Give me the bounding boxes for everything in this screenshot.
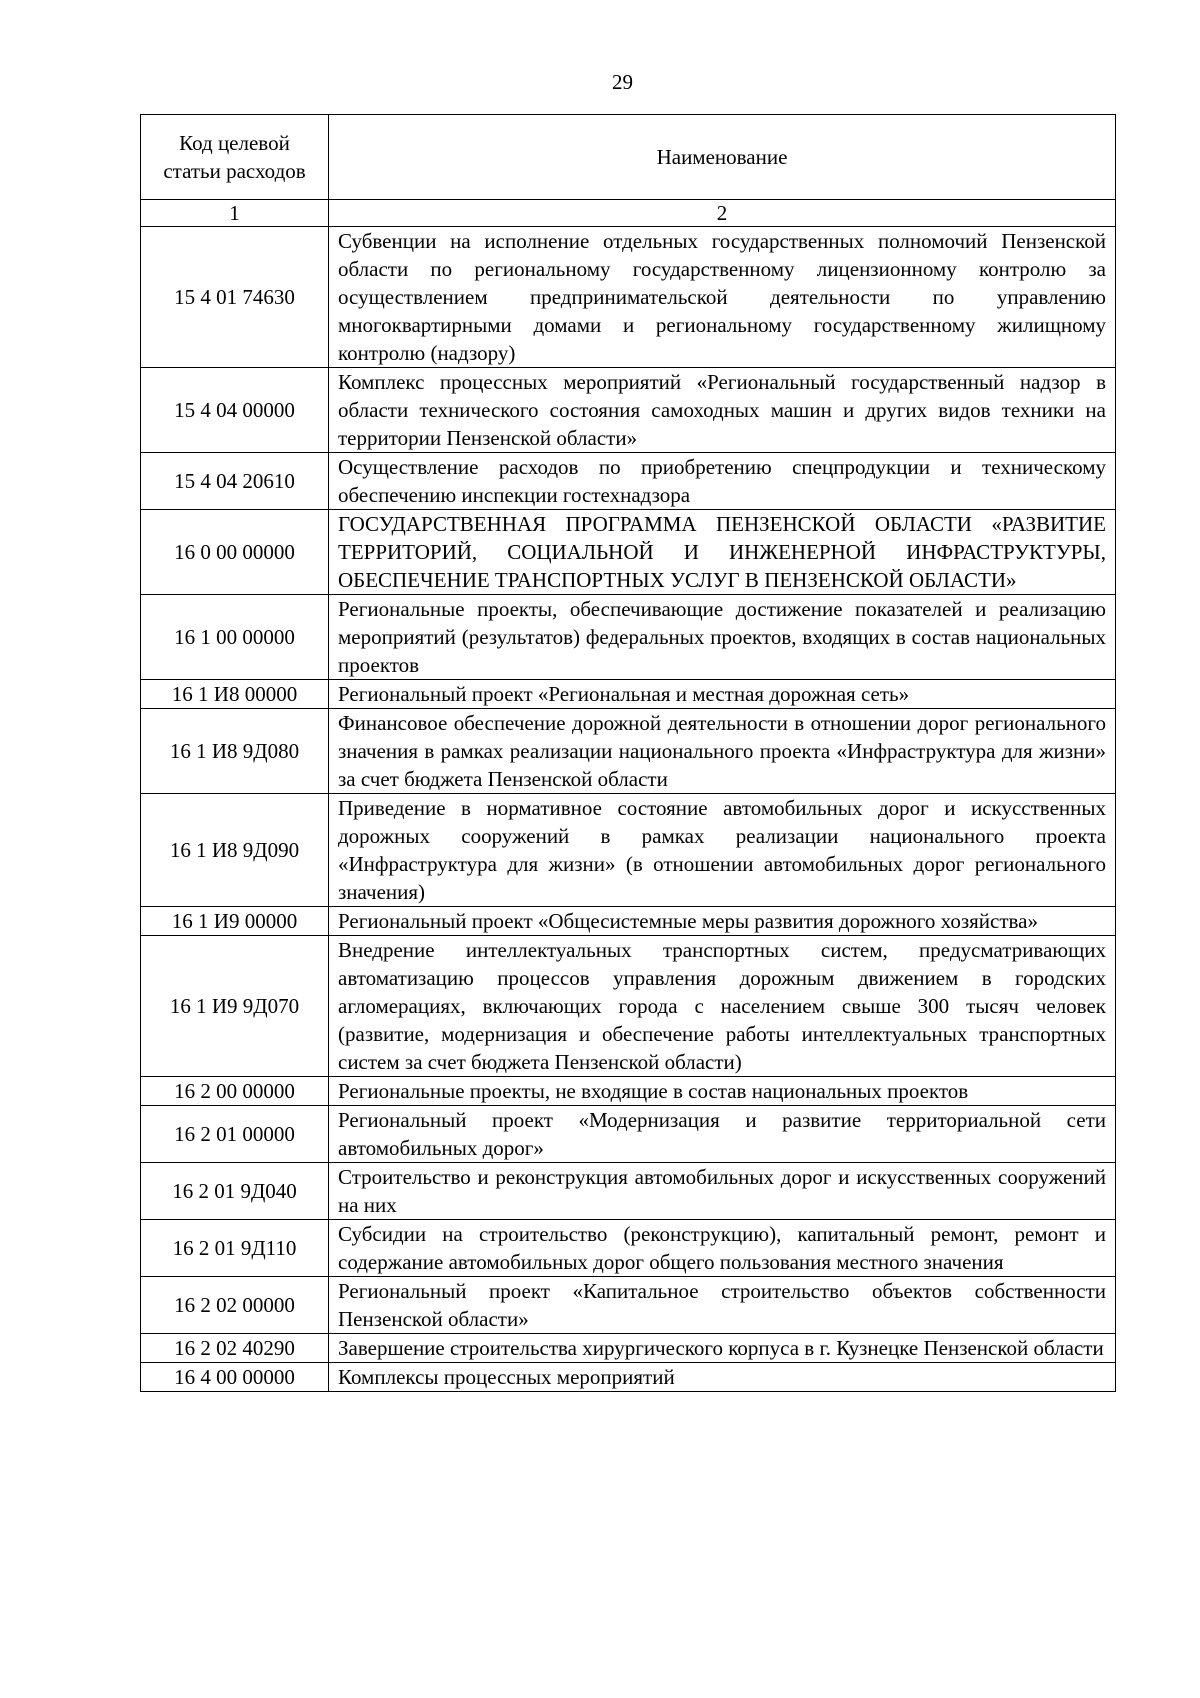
row-name: Региональный проект «Модернизация и развитие территориальной сети автомобильных дорог» [329, 1106, 1116, 1163]
table-row [141, 1220, 1116, 1277]
table-row [141, 1277, 1116, 1334]
table-row [141, 680, 1116, 709]
table-row [141, 1163, 1116, 1220]
row-name: Внедрение интеллектуальных транспортных систем, предусматривающих автоматизацию процессов управления дорожным движением в городских агломерациях, включающих города с населением свыше 300 тысяч человек (развитие, модернизация и обеспечение работы интеллектуальных транспортных систем за счет бюджета Пензенской области) [329, 936, 1116, 1077]
row-name: Региональный проект «Общесистемные меры развития дорожного хозяйства» [329, 907, 1116, 936]
row-name: Региональные проекты, не входящие в состав национальных проектов [329, 1077, 1116, 1106]
row-name: Комплексы процессных мероприятий [329, 1363, 1116, 1392]
table-row [141, 1106, 1116, 1163]
row-name: ГОСУДАРСТВЕННАЯ ПРОГРАММА ПЕНЗЕНСКОЙ ОБЛАСТИ «РАЗВИТИЕ ТЕРРИТОРИЙ, СОЦИАЛЬНОЙ И ИНЖЕНЕРНОЙ ИНФРАСТРУКТУРЫ, ОБЕСПЕЧЕНИЕ ТРАНСПОРТНЫХ УСЛУГ В ПЕНЗЕНСКОЙ ОБЛАСТИ» [329, 510, 1116, 595]
table-row [141, 1363, 1116, 1392]
row-code: 15 4 04 00000 [141, 368, 329, 453]
row-name: Завершение строительства хирургического корпуса в г. Кузнецке Пензенской области [329, 1334, 1116, 1363]
row-name: Субсидии на строительство (реконструкцию), капитальный ремонт, ремонт и содержание автомобильных дорог общего пользования местного значения [329, 1220, 1116, 1277]
table-row [141, 709, 1116, 794]
row-code: 16 1 И8 9Д080 [141, 709, 329, 794]
row-name: Региональные проекты, обеспечивающие достижение показателей и реализацию мероприятий (результатов) федеральных проектов, входящих в состав национальных проектов [329, 595, 1116, 680]
row-code: 16 2 02 40290 [141, 1334, 329, 1363]
row-name: Приведение в нормативное состояние автомобильных дорог и искусственных дорожных сооружений в рамках реализации национального проекта «Инфраструктура для жизни» (в отношении автомобильных дорог регионального значения) [329, 794, 1116, 907]
row-name: Осуществление расходов по приобретению спецпродукции и техническому обеспечению инспекции гостехнадзора [329, 453, 1116, 510]
table-row [141, 794, 1116, 907]
column-number-2: 2 [329, 200, 1116, 227]
table-row [141, 595, 1116, 680]
row-name: Региональный проект «Капитальное строительство объектов собственности Пензенской области» [329, 1277, 1116, 1334]
row-code: 16 1 И8 9Д090 [141, 794, 329, 907]
table-row [141, 510, 1116, 595]
table-row [141, 907, 1116, 936]
row-name: Региональный проект «Региональная и местная дорожная сеть» [329, 680, 1116, 709]
table-row [141, 1077, 1116, 1106]
header-name: Наименование [329, 115, 1116, 200]
row-code: 15 4 04 20610 [141, 453, 329, 510]
column-number-row [141, 200, 1116, 227]
table-row [141, 1334, 1116, 1363]
budget-classification-table [140, 114, 1116, 1392]
row-name: Субвенции на исполнение отдельных государственных полномочий Пензенской области по региональному государственному лицензионному контролю за осуществлением предпринимательской деятельности по управлению многоквартирными домами и региональному государственному жилищному контролю (надзору) [329, 227, 1116, 368]
page-number: 29 [612, 70, 633, 94]
row-code: 16 2 01 9Д110 [141, 1220, 329, 1277]
header-code: Код целевой статьи расходов [141, 115, 329, 200]
table-row [141, 936, 1116, 1077]
row-code: 16 4 00 00000 [141, 1363, 329, 1392]
table-row [141, 227, 1116, 368]
row-code: 15 4 01 74630 [141, 227, 329, 368]
row-code: 16 1 И8 00000 [141, 680, 329, 709]
row-code: 16 1 И9 9Д070 [141, 936, 329, 1077]
row-code: 16 2 01 9Д040 [141, 1163, 329, 1220]
row-code: 16 2 02 00000 [141, 1277, 329, 1334]
row-code: 16 2 00 00000 [141, 1077, 329, 1106]
table-header-row [141, 115, 1116, 200]
row-code: 16 1 И9 00000 [141, 907, 329, 936]
column-number-1: 1 [141, 200, 329, 227]
row-code: 16 1 00 00000 [141, 595, 329, 680]
table-row [141, 453, 1116, 510]
row-name: Строительство и реконструкция автомобильных дорог и искусственных сооружений на них [329, 1163, 1116, 1220]
row-code: 16 2 01 00000 [141, 1106, 329, 1163]
row-name: Комплекс процессных мероприятий «Региональный государственный надзор в области технического состояния самоходных машин и других видов техники на территории Пензенской области» [329, 368, 1116, 453]
table-row [141, 368, 1116, 453]
row-name: Финансовое обеспечение дорожной деятельности в отношении дорог регионального значения в рамках реализации национального проекта «Инфраструктура для жизни» за счет бюджета Пензенской области [329, 709, 1116, 794]
row-code: 16 0 00 00000 [141, 510, 329, 595]
